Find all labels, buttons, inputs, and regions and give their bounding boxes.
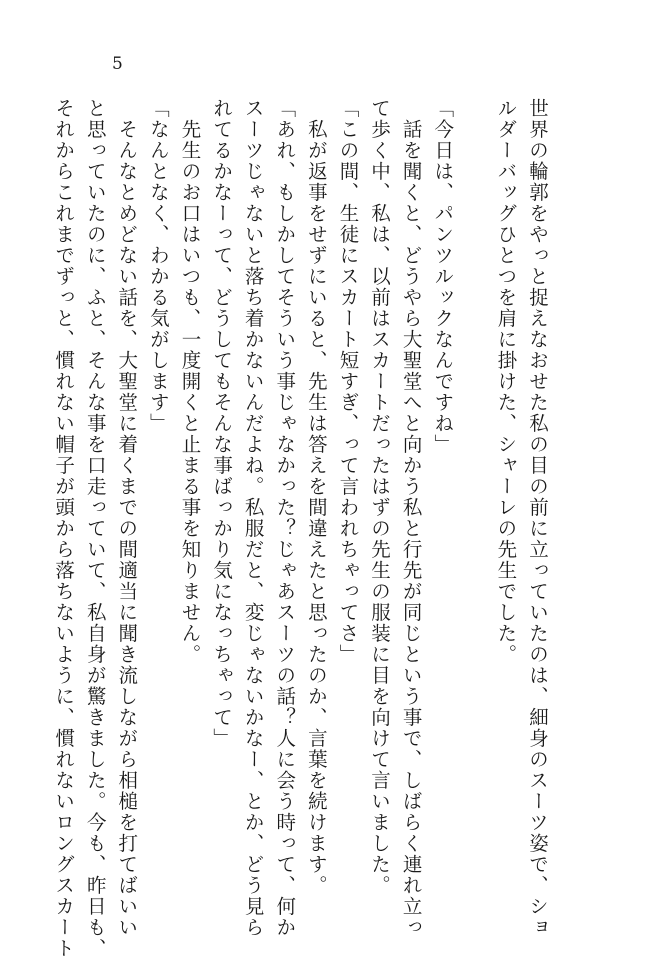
text-line: それからこれまでずっと、慣れない帽子が頭から落ちないように、慣れないロングスカート xyxy=(52,98,76,959)
text-line: て歩く中、私は、以前はスカートだったはずの先生の服装に目を向けて言いました。 xyxy=(368,98,392,896)
text-line: 「あれ、もしかしてそういう事じゃなかった？じゃあスーツの話？人に会う時って、何か xyxy=(273,98,297,938)
text-line: と思っていたのに、ふと、そんな事を口走っていて、私自身が驚きました。今も、昨日も、 xyxy=(83,98,107,959)
text-line: 私が返事をせずにいると、先生は答えを間違えたと思ったのか、言葉を続けます。 xyxy=(304,98,328,896)
text-line: そんなとめどない話を、大聖堂に着くまでの間適当に聞き流しながら相槌を打てばいい xyxy=(115,98,139,938)
text-line: 世界の輪郭をやっと捉えなおせた私の目の前に立っていたのは、細身のスーツ姿で、ショ xyxy=(526,98,549,938)
blank-line xyxy=(458,98,490,858)
text-line: 先生のお口はいつも、一度開くと止まる事を知りません。 xyxy=(178,98,202,665)
text-line: スーツじゃないと落ち着かないんだよね。私服だと、変じゃないかなー、とか、どう見ら xyxy=(241,98,265,938)
text-line: 話を聞くと、どうやら大聖堂へと向かう私と行先が同じという事で、しばらく連れ立っ xyxy=(399,98,423,938)
vertical-text-body xyxy=(48,98,554,959)
text-line: 「この間、生徒にスカート短すぎ、って言われちゃってさ」 xyxy=(336,98,360,665)
text-line: 「なんとなく、わかる気がします」 xyxy=(146,98,170,434)
text-line: ルダーバッグひとつを肩に掛けた、シャーレの先生でした。 xyxy=(494,98,518,665)
page-number: 5 xyxy=(112,54,123,74)
text-line: れてるかなーって、どうしてもそんな事ばっかり気になっちゃって」 xyxy=(210,98,234,749)
text-line: 「今日は、パンツルックなんですね」 xyxy=(431,98,455,455)
